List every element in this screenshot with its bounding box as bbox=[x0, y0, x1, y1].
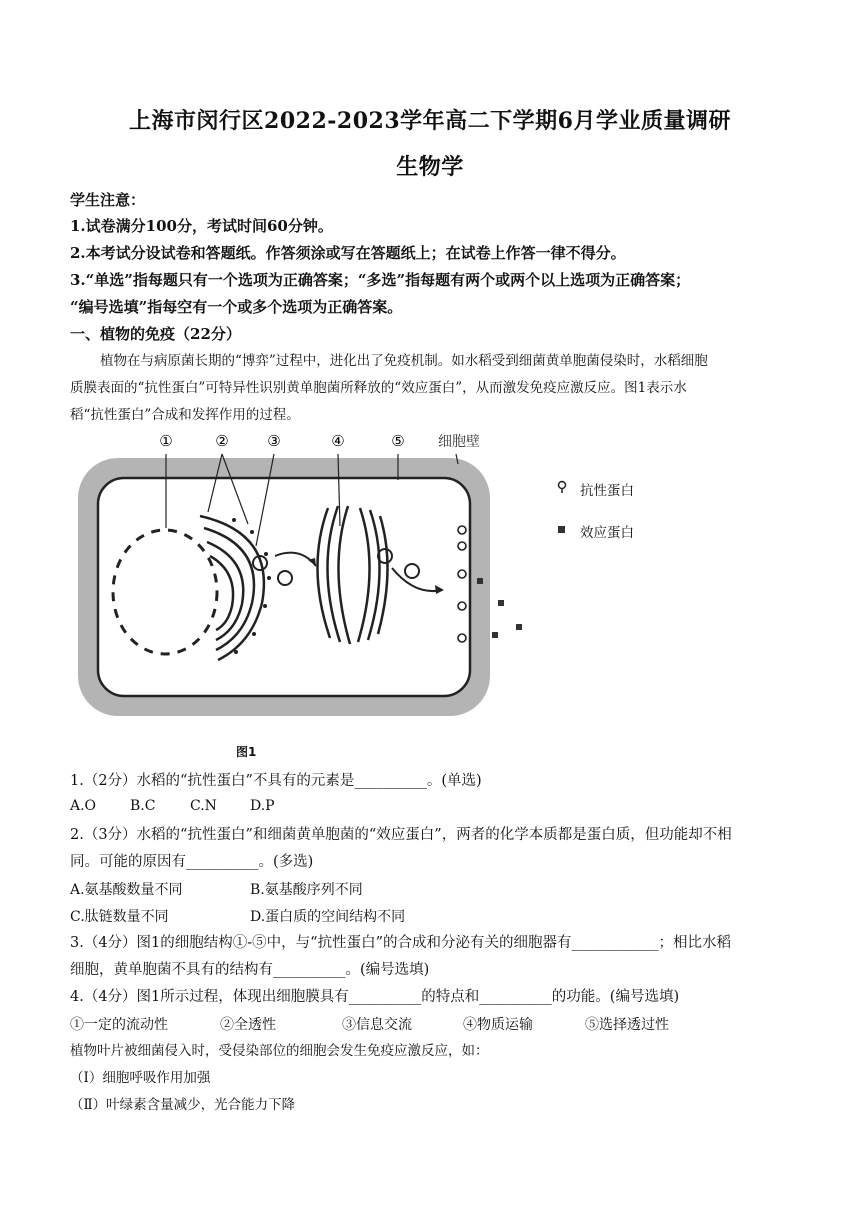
q1-option-a: A.O bbox=[70, 798, 97, 814]
label-1: ① bbox=[159, 432, 173, 450]
passage-item-ii: （Ⅱ）叶绿素含量减少，光合能力下降 bbox=[70, 1097, 296, 1113]
label-5: ⑤ bbox=[391, 432, 405, 450]
notice-item: 1.试卷满分100分，考试时间60分钟。 bbox=[70, 217, 333, 235]
cell-wall-label: 细胞壁 bbox=[438, 434, 480, 450]
q4-option-5: ⑤选择透过性 bbox=[585, 1017, 669, 1033]
q2-option-a: A.氨基酸数量不同 bbox=[70, 882, 183, 898]
notice-item: “编号选填”指每空有一个或多个选项为正确答案。 bbox=[70, 298, 403, 316]
q2-option-d: D.蛋白质的空间结构不同 bbox=[250, 909, 406, 925]
passage-line: 植物叶片被细菌侵入时，受侵染部位的细胞会发生免疫应激反应，如： bbox=[70, 1043, 489, 1059]
question-3-stem: 3.（4分）图1的细胞结构①-⑤中，与“抗性蛋白”的合成和分泌有关的细胞器有____________；相比水稻 bbox=[70, 935, 732, 951]
exam-title: 上海市闵行区2022-2023学年高二下学期6月学业质量调研 bbox=[129, 108, 731, 134]
q4-option-2: ②全透性 bbox=[220, 1017, 276, 1033]
cell-diagram bbox=[70, 428, 630, 768]
section-heading: 一、植物的免疫（22分） bbox=[70, 325, 241, 343]
q4-option-3: ③信息交流 bbox=[342, 1017, 412, 1033]
label-4: ④ bbox=[331, 432, 345, 450]
effector-protein-icon bbox=[558, 526, 565, 533]
notice-item: 3.“单选”指每题只有一个选项为正确答案；“多选”指每题有两个或两个以上选项为正确答案； bbox=[70, 271, 691, 289]
resistance-protein-icon bbox=[555, 480, 569, 494]
notice-item: 2.本考试分设试卷和答题纸。作答须涂或写在答题纸上；在试卷上作答一律不得分。 bbox=[70, 244, 626, 262]
legend-resistance-protein: 抗性蛋白 bbox=[580, 483, 634, 499]
subject-title: 生物学 bbox=[396, 154, 464, 180]
notice-heading: 学生注意： bbox=[70, 191, 146, 209]
intro-line: 质膜表面的“抗性蛋白”可特异性识别黄单胞菌所释放的“效应蛋白”，从而激发免疫应激反应。图1表示水 bbox=[70, 380, 687, 396]
figure-caption: 图1 bbox=[236, 745, 257, 759]
intro-line: 植物在与病原菌长期的“博弈”过程中，进化出了免疫机制。如水稻受到细菌黄单胞菌侵染时，水稻细胞 bbox=[100, 353, 708, 369]
q1-option-d: D.P bbox=[250, 798, 275, 814]
legend-effector-protein: 效应蛋白 bbox=[580, 525, 634, 541]
q2-option-b: B.氨基酸序列不同 bbox=[250, 882, 363, 898]
q1-option-c: C.N bbox=[190, 798, 217, 814]
question-4-stem: 4.（4分）图1所示过程，体现出细胞膜具有__________的特点和__________的功能。(编号选填) bbox=[70, 989, 680, 1005]
q1-option-b: B.C bbox=[130, 798, 156, 814]
q2-option-c: C.肽链数量不同 bbox=[70, 909, 169, 925]
label-2: ② bbox=[215, 432, 229, 450]
q4-option-4: ④物质运输 bbox=[463, 1017, 533, 1033]
question-2-stem: 2.（3分）水稻的“抗性蛋白”和细菌黄单胞菌的“效应蛋白”，两者的化学本质都是蛋白质，但功能却不相 bbox=[70, 827, 732, 843]
question-3-stem-cont: 细胞，黄单胞菌不具有的结构有__________。(编号选填) bbox=[70, 962, 430, 978]
label-3: ③ bbox=[267, 432, 281, 450]
q4-option-1: ①一定的流动性 bbox=[70, 1017, 168, 1033]
question-1-stem: 1.（2分）水稻的“抗性蛋白”不具有的元素是__________。(单选) bbox=[70, 773, 482, 789]
question-2-stem-cont: 同。可能的原因有__________。(多选) bbox=[70, 854, 314, 870]
passage-item-i: （Ⅰ）细胞呼吸作用加强 bbox=[70, 1070, 211, 1086]
intro-line: 稻“抗性蛋白”合成和发挥作用的过程。 bbox=[70, 407, 300, 423]
